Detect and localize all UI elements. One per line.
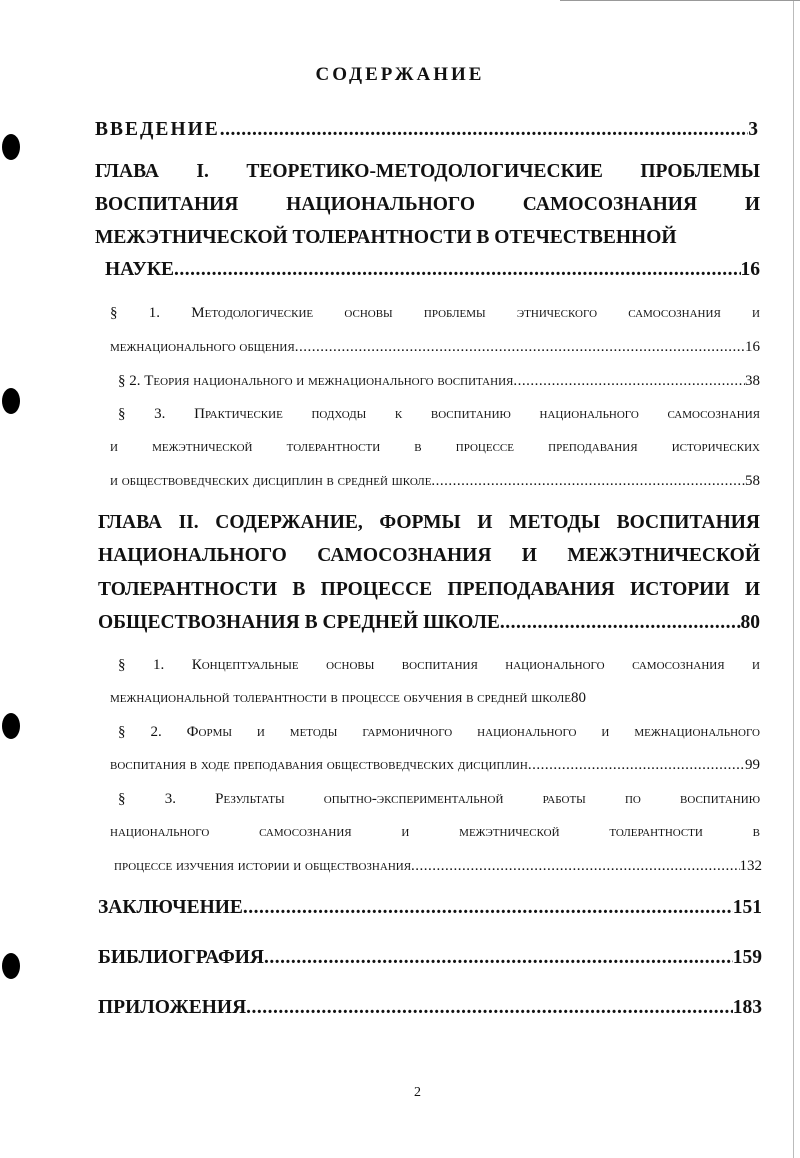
toc-label: и обществоведческих дисциплин в средней школе (110, 473, 432, 489)
toc-label: процессе изучения истории и обществознания (114, 858, 412, 874)
toc-page: 16 (740, 259, 760, 280)
toc-label: ОБЩЕСТВОЗНАНИЯ В СРЕДНЕЙ ШКОЛЕ (98, 612, 500, 633)
toc-entry-section[interactable] (118, 367, 760, 395)
chapter2-heading-line: НАЦИОНАЛЬНОГО САМОСОЗНАНИЯ И МЕЖЭТНИЧЕСКОЙ (98, 545, 760, 566)
punch-hole-mark (2, 388, 20, 414)
dot-leader (295, 333, 745, 361)
toc-label: БИБЛИОГРАФИЯ (98, 947, 265, 968)
dot-leader (220, 116, 748, 144)
chapter1-heading-line: ВОСПИТАНИЯ НАЦИОНАЛЬНОГО САМОСОЗНАНИЯ И (95, 194, 760, 215)
toc-label: ВВЕДЕНИЕ (95, 119, 220, 140)
punch-hole-mark (2, 713, 20, 739)
toc-entry-bibliography[interactable] (98, 944, 762, 972)
toc-entry-appendices[interactable] (98, 994, 762, 1022)
punch-hole-mark (2, 134, 20, 160)
toc-page: 38 (745, 373, 760, 389)
dot-leader (411, 852, 739, 880)
toc-page: 99 (745, 757, 760, 773)
dot-leader (174, 256, 741, 284)
toc-label: НАУКЕ (105, 259, 174, 280)
toc-entry-section[interactable] (110, 684, 760, 712)
toc-entry-section[interactable] (110, 333, 760, 361)
section-line: национального самосознания и межэтнической толерантности в (110, 824, 760, 840)
toc-entry-section[interactable] (110, 751, 760, 779)
page-number: 2 (414, 1085, 421, 1100)
toc-label: межнациональной толерантности в процессе обучения в средней школе (110, 690, 571, 706)
toc-label: воспитания в ходе преподавания обществоведческих дисциплин (110, 757, 528, 773)
page-title: СОДЕРЖАНИЕ (315, 64, 485, 85)
toc-entry-chapter2[interactable] (98, 609, 760, 637)
toc-page: 80 (570, 690, 586, 706)
chapter1-heading-line: МЕЖЭТНИЧЕСКОЙ ТОЛЕРАНТНОСТИ В ОТЕЧЕСТВЕННОЙ (95, 227, 677, 248)
scan-edge-top (560, 0, 800, 1)
toc-label: ЗАКЛЮЧЕНИЕ (98, 897, 243, 918)
section-line: § 3. Результаты опытно-экспериментальной работы по воспитанию (118, 791, 760, 807)
dot-leader (528, 751, 745, 779)
dot-leader (431, 467, 745, 495)
dot-leader (264, 944, 733, 972)
section-line: § 1. Концептуальные основы воспитания национального самосознания и (118, 657, 760, 673)
scan-edge (793, 0, 794, 1158)
toc-page: 151 (732, 897, 762, 918)
toc-entry-section[interactable] (110, 467, 760, 495)
toc-page: 132 (739, 858, 762, 874)
toc-page: 58 (745, 473, 760, 489)
toc-page: 80 (740, 612, 760, 633)
chapter1-heading-line: ГЛАВА I. ТЕОРЕТИКО-МЕТОДОЛОГИЧЕСКИЕ ПРОБЛЕМЫ (95, 161, 760, 182)
toc-entry-conclusion[interactable] (98, 894, 762, 922)
section-line: § 1. Методологические основы проблемы этнического самосознания и (110, 305, 760, 321)
toc-entry-intro[interactable] (95, 116, 760, 144)
toc-label: межнационального общения (110, 339, 295, 355)
chapter2-heading-line: ГЛАВА II. СОДЕРЖАНИЕ, ФОРМЫ И МЕТОДЫ ВОСПИТАНИЯ (98, 512, 760, 533)
section-line: § 3. Практические подходы к воспитанию национального самосознания (118, 406, 760, 422)
chapter2-heading-line: ТОЛЕРАНТНОСТИ В ПРОЦЕССЕ ПРЕПОДАВАНИЯ ИСТОРИИ И (98, 579, 760, 600)
toc-page: 159 (732, 947, 762, 968)
toc-label: § 2. Теория национального и межнационального воспитания (118, 373, 514, 389)
toc-label: ПРИЛОЖЕНИЯ (98, 997, 247, 1018)
section-line: § 2. Формы и методы гармоничного национального и межнационального (118, 724, 760, 740)
toc-entry-section[interactable] (114, 852, 762, 880)
dot-leader (500, 609, 741, 637)
toc-entry-chapter1[interactable] (105, 256, 760, 284)
section-line: и межэтнической толерантности в процессе преподавания исторических (110, 439, 760, 455)
dot-leader (513, 367, 745, 395)
toc-page: 16 (745, 339, 760, 355)
dot-leader (243, 894, 733, 922)
dot-leader (246, 994, 733, 1022)
toc-page: 3 (748, 119, 760, 140)
toc-page: 183 (732, 997, 762, 1018)
punch-hole-mark (2, 953, 20, 979)
